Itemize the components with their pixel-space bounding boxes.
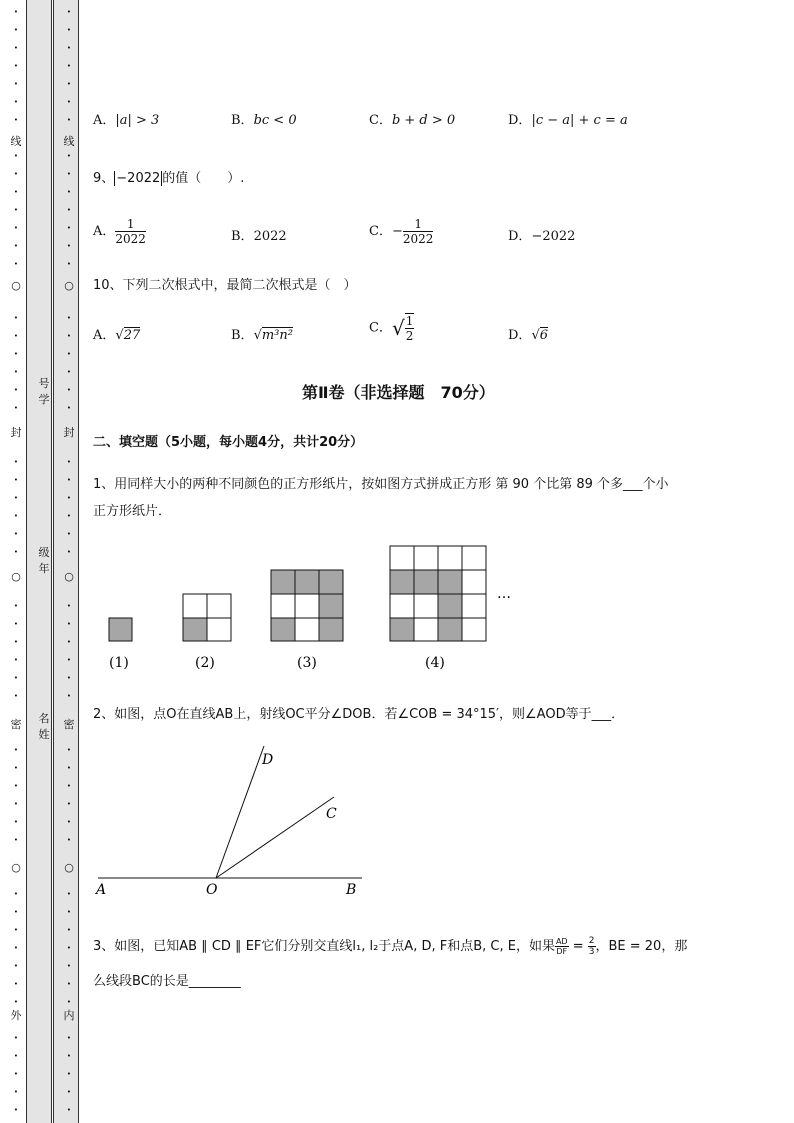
margin-dot: • [66, 260, 72, 268]
margin-dot: • [13, 926, 19, 934]
label-o: O [206, 882, 218, 898]
margin-dot: • [13, 314, 19, 322]
margin-dot: • [13, 962, 19, 970]
margin-dot: • [13, 242, 19, 250]
q9-option-c: C．− $\frac{1}{2022}$ [369, 217, 434, 246]
margin-dot: • [66, 116, 72, 124]
margin-dot: • [66, 98, 72, 106]
grade-label: 级 年 [38, 546, 50, 575]
fill2-angle-figure [90, 740, 380, 900]
tile-figure-2 [183, 594, 231, 641]
margin-dot: • [13, 80, 19, 88]
margin-dot: • [13, 620, 19, 628]
inner-mark-3: 封 [63, 426, 75, 439]
margin-dot: • [13, 908, 19, 916]
margin-dot: • [13, 818, 19, 826]
margin-dot: • [66, 476, 72, 484]
q8-option-c: C．b + d > 0 [369, 113, 456, 128]
margin-dot: • [13, 170, 19, 178]
margin-dot: • [66, 188, 72, 196]
outer-dot-column [9, 0, 23, 1123]
margin-dot: • [13, 980, 19, 988]
inner-mark-1: 线 [63, 135, 75, 148]
ray-oc [216, 797, 334, 878]
margin-dot: • [13, 782, 19, 790]
tile-figure-3 [271, 570, 343, 641]
margin-dot: • [66, 314, 72, 322]
margin-dot: • [66, 890, 72, 898]
caption-1: (1) [109, 655, 129, 671]
tile-figure-1 [109, 618, 132, 641]
margin-dot: • [13, 188, 19, 196]
outer-mark-7: 外 [10, 1009, 22, 1022]
section2-heading: 二、填空题（5小题，每小题4分，共计20分） [93, 435, 364, 450]
margin-dot: • [13, 764, 19, 772]
margin-dot: • [13, 944, 19, 952]
margin-dot: • [13, 386, 19, 394]
name-label: 名 姓 [38, 712, 50, 741]
q10-option-d: D．√6 [508, 328, 549, 343]
margin-dot: • [66, 368, 72, 376]
caption-2: (2) [195, 655, 215, 671]
margin-dot: • [66, 512, 72, 520]
margin-dot: • [66, 656, 72, 664]
inner-mark-7: 内 [63, 1009, 75, 1022]
margin-dot: • [13, 26, 19, 34]
margin-dot: • [13, 260, 19, 268]
inner-mark-5: 密 [63, 718, 75, 731]
margin-dot: • [66, 638, 72, 646]
margin-dot: • [66, 692, 72, 700]
caption-3: (3) [297, 655, 317, 671]
margin-dot: • [66, 926, 72, 934]
label-b: B [346, 882, 357, 898]
margin-dot: • [66, 800, 72, 808]
margin-dot: • [66, 1052, 72, 1060]
tile-ellipsis: … [497, 586, 511, 602]
margin-dot: • [13, 998, 19, 1006]
outer-mark-4: ○ [11, 570, 21, 583]
margin-dot: • [66, 458, 72, 466]
margin-dot: • [66, 548, 72, 556]
label-a: A [96, 882, 107, 898]
margin-dot: • [66, 386, 72, 394]
margin-dot: • [13, 836, 19, 844]
margin-dot: • [66, 152, 72, 160]
margin-dot: • [66, 530, 72, 538]
student-id-label: 号 学 [38, 377, 50, 406]
margin-dot: • [66, 998, 72, 1006]
margin-dot: • [13, 476, 19, 484]
fill1-line2: 正方形纸片． [93, 504, 172, 519]
q8-option-a: A．|a| > 3 [93, 113, 160, 128]
margin-dot: • [66, 1034, 72, 1042]
margin-dot: • [66, 224, 72, 232]
margin-dot: • [13, 1052, 19, 1060]
margin-dot: • [66, 206, 72, 214]
margin-dot: • [13, 8, 19, 16]
q10-option-c: C．√ $\frac{1}{2}$ [369, 314, 414, 343]
q10-option-a: A．√27 [93, 328, 141, 343]
margin-dot: • [66, 1088, 72, 1096]
inner-mark-4: ○ [64, 570, 74, 583]
q9-option-b: B．2022 [231, 229, 287, 244]
margin-dot: • [13, 746, 19, 754]
outer-mark-1: 线 [10, 135, 22, 148]
margin-dot: • [66, 764, 72, 772]
margin-dot: • [13, 332, 19, 340]
margin-dot: • [13, 692, 19, 700]
margin-dot: • [66, 332, 72, 340]
margin-dot: • [13, 1106, 19, 1114]
tile-figure-4 [390, 546, 486, 641]
fill1-line1: 1、用同样大小的两种不同颜色的正方形纸片，按如图方式拼成正方形 第 90 个比第 89 个多___个小 [93, 477, 669, 492]
inner-mark-2: ○ [64, 279, 74, 292]
margin-dot: • [13, 512, 19, 520]
outer-mark-5: 密 [10, 718, 22, 731]
margin-dot: • [66, 818, 72, 826]
margin-dot: • [13, 656, 19, 664]
margin-dot: • [66, 944, 72, 952]
margin-dot: • [13, 890, 19, 898]
margin-dot: • [13, 152, 19, 160]
margin-dot: • [66, 494, 72, 502]
fill3-line1: 3、如图，已知AB ∥ CD ∥ EF它们分别交直线l₁, l₂于点A, D, F和点B, C, E，如果 $\frac{AD}{DF}$ = $\frac{2}{3}$ ，BE = 20，那 [93, 936, 688, 957]
margin-dot: • [13, 548, 19, 556]
caption-4: (4) [425, 655, 445, 671]
q8-option-d: D．|c − a| + c = a [508, 113, 628, 128]
ray-od [216, 746, 264, 878]
margin-dot: • [13, 1088, 19, 1096]
margin-dot: • [13, 530, 19, 538]
margin-dot: • [13, 458, 19, 466]
margin-dot: • [66, 80, 72, 88]
margin-dot: • [66, 746, 72, 754]
margin-dot: • [13, 674, 19, 682]
margin-dot: • [66, 782, 72, 790]
margin-dot: • [13, 116, 19, 124]
margin-dot: • [66, 170, 72, 178]
margin-dot: • [13, 224, 19, 232]
q9-stem: 9、 −2022 的值（ ）. [93, 171, 245, 186]
margin-dot: • [66, 26, 72, 34]
q10-stem: 10、下列二次根式中，最简二次根式是（ ） [93, 278, 357, 293]
margin-dot: • [66, 602, 72, 610]
margin-dot: • [66, 836, 72, 844]
margin-dot: • [66, 620, 72, 628]
margin-dot: • [13, 602, 19, 610]
margin-dot: • [66, 404, 72, 412]
outer-mark-6: ○ [11, 861, 21, 874]
margin-dot: • [66, 62, 72, 70]
q9-option-d: D．−2022 [508, 229, 576, 244]
label-c: C [326, 806, 337, 822]
margin-dot: • [13, 368, 19, 376]
q8-option-b: B．bc < 0 [231, 113, 297, 128]
margin-dot: • [13, 1070, 19, 1078]
margin-dot: • [66, 1070, 72, 1078]
margin-dot: • [13, 62, 19, 70]
margin-dot: • [13, 404, 19, 412]
q9-option-a: A． $\frac{1}{2022}$ [93, 217, 146, 246]
q10-option-b: B．√m³n² [231, 328, 293, 343]
outer-mark-2: ○ [11, 279, 21, 292]
label-d: D [262, 752, 274, 768]
outer-mark-3: 封 [10, 426, 22, 439]
margin-dot: • [13, 350, 19, 358]
margin-dot: • [13, 206, 19, 214]
margin-dot: • [66, 44, 72, 52]
fill2-text: 2、如图，点O在直线AB上，射线OC平分∠DOB．若∠COB = 34°15′，则∠AOD等于___． [93, 707, 625, 722]
margin-dot: • [13, 800, 19, 808]
inner-dot-column [62, 0, 76, 1123]
margin-dot: • [66, 980, 72, 988]
fill3-line2: 么线段BC的长是________ [93, 974, 241, 989]
margin-dot: • [13, 44, 19, 52]
margin-dot: • [13, 98, 19, 106]
margin-dot: • [66, 962, 72, 970]
margin-dot: • [66, 674, 72, 682]
margin-dot: • [66, 242, 72, 250]
inner-mark-6: ○ [64, 861, 74, 874]
margin-dot: • [13, 638, 19, 646]
margin-dot: • [66, 8, 72, 16]
margin-dot: • [66, 908, 72, 916]
margin-dot: • [13, 1034, 19, 1042]
part2-title: 第Ⅱ卷（非选择题 70分） [302, 383, 495, 402]
margin-dot: • [66, 1106, 72, 1114]
margin-dot: • [13, 494, 19, 502]
fill1-tile-pattern-figure [100, 540, 530, 675]
margin-dot: • [66, 350, 72, 358]
